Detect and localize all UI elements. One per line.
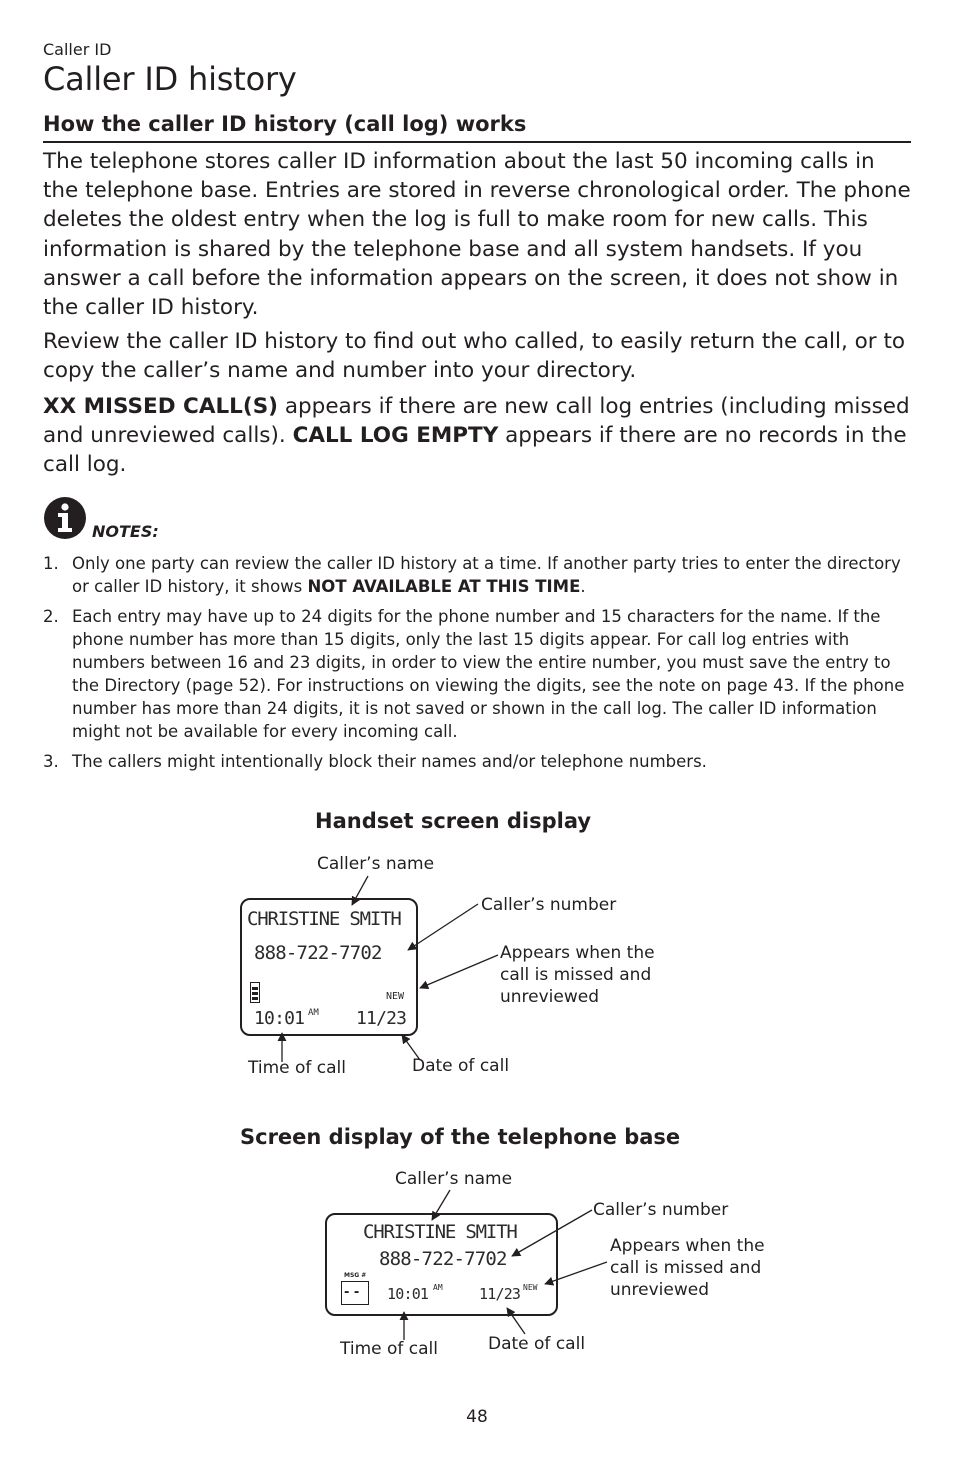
handset-am-pm: AM: [308, 1008, 319, 1018]
page-title: Caller ID history: [43, 60, 297, 98]
missed-calls-term: XX MISSED CALL(S): [43, 394, 279, 419]
handset-figure-title: Handset screen display: [315, 809, 592, 833]
callout-missed-line3: unreviewed: [610, 1280, 710, 1300]
call-log-empty-text: appears if there are no records in the call log.: [43, 423, 907, 478]
callout-callers-name: Caller’s name: [395, 1169, 513, 1189]
callout-date-of-call: Date of call: [412, 1056, 510, 1076]
message-counter: [341, 1272, 369, 1305]
base-new-flag: NEW: [523, 1283, 538, 1292]
callout-callers-number: Caller’s number: [593, 1200, 729, 1220]
page-number: 48: [466, 1407, 488, 1427]
note-number: 3.: [43, 752, 59, 771]
note-number: 1.: [43, 554, 59, 573]
not-available-term: NOT AVAILABLE AT THIS TIME: [307, 577, 581, 596]
callout-date-of-call: Date of call: [488, 1334, 586, 1354]
callout-time-of-call: Time of call: [248, 1058, 347, 1078]
callout-missed-line1: Appears when the: [610, 1236, 765, 1256]
handset-caller-number: 888-722-7702: [254, 942, 382, 964]
missed-calls-text: appears if there are new call log entries (including missed and unreviewed calls).: [43, 394, 910, 449]
notes-label: NOTES:: [92, 522, 159, 541]
note-text-body: Only one party can review the caller ID history at a time. If another party tries to enter the directory or caller ID history, it shows: [72, 554, 901, 596]
paragraph-review: Review the caller ID history to find out who called, to easily return the call, or to copy the caller’s name and number into your directory.: [43, 329, 906, 384]
base-call-date: 11/23: [479, 1285, 521, 1303]
handset-caller-name: CHRISTINE SMITH: [247, 908, 401, 930]
msg-label: MSG #: [344, 1272, 367, 1279]
base-caller-number: 888-722-7702: [379, 1248, 507, 1270]
call-log-empty-term: CALL LOG EMPTY: [292, 423, 499, 449]
msg-count: - -: [344, 1285, 360, 1300]
callout-callers-name: Caller’s name: [317, 854, 435, 874]
handset-new-flag: NEW: [386, 991, 405, 1002]
note-text: Each entry may have up to 24 digits for the phone number and 15 characters for the name. If the phone number has more than 15 digits, only the last 15 digits appear. For call log entries with numbers between 16 and 23 digits, in order to view the entire number, you must save the entry to the Directory (page 52). For instructions on viewing the digits, see the note on page 43. If the phone number has more than 24 digits, it is not saved or shown in the call log. The caller ID information might not be available for every incoming call.: [72, 607, 905, 741]
handset-screen: [240, 898, 418, 1036]
note-text: The callers might intentionally block their names and/or telephone numbers.: [72, 752, 707, 771]
base-caller-name: CHRISTINE SMITH: [363, 1221, 517, 1243]
section-label: Caller ID: [43, 40, 112, 59]
callout-time-of-call: Time of call: [340, 1339, 439, 1359]
callout-missed-line3: unreviewed: [500, 987, 600, 1007]
callout-callers-number: Caller’s number: [481, 895, 617, 915]
callout-missed-line1: Appears when the: [500, 943, 655, 963]
note-text-end: .: [580, 577, 586, 596]
paragraph-storage: The telephone stores caller ID information about the last 50 incoming calls in the telephone base. Entries are stored in reverse chronological order. The phone deletes the oldest entry when the log is full to make room for new calls. This information is shared by the telephone base and all system handsets. If you answer a call before the information appears on the screen, it does not show in the caller ID history.: [43, 149, 911, 321]
base-am-pm: AM: [433, 1283, 443, 1292]
handset-call-date: 11/23: [356, 1008, 407, 1029]
base-figure-title: Screen display of the telephone base: [240, 1125, 681, 1149]
subheading: How the caller ID history (call log) works: [43, 112, 527, 136]
base-call-time: 10:01: [387, 1285, 429, 1303]
callout-missed-line2: call is missed and: [500, 965, 652, 985]
base-screen: [325, 1213, 558, 1316]
handset-call-time: 10:01: [254, 1008, 305, 1029]
note-number: 2.: [43, 607, 59, 626]
callout-missed-line2: call is missed and: [610, 1258, 762, 1278]
battery-icon: [250, 982, 260, 1003]
